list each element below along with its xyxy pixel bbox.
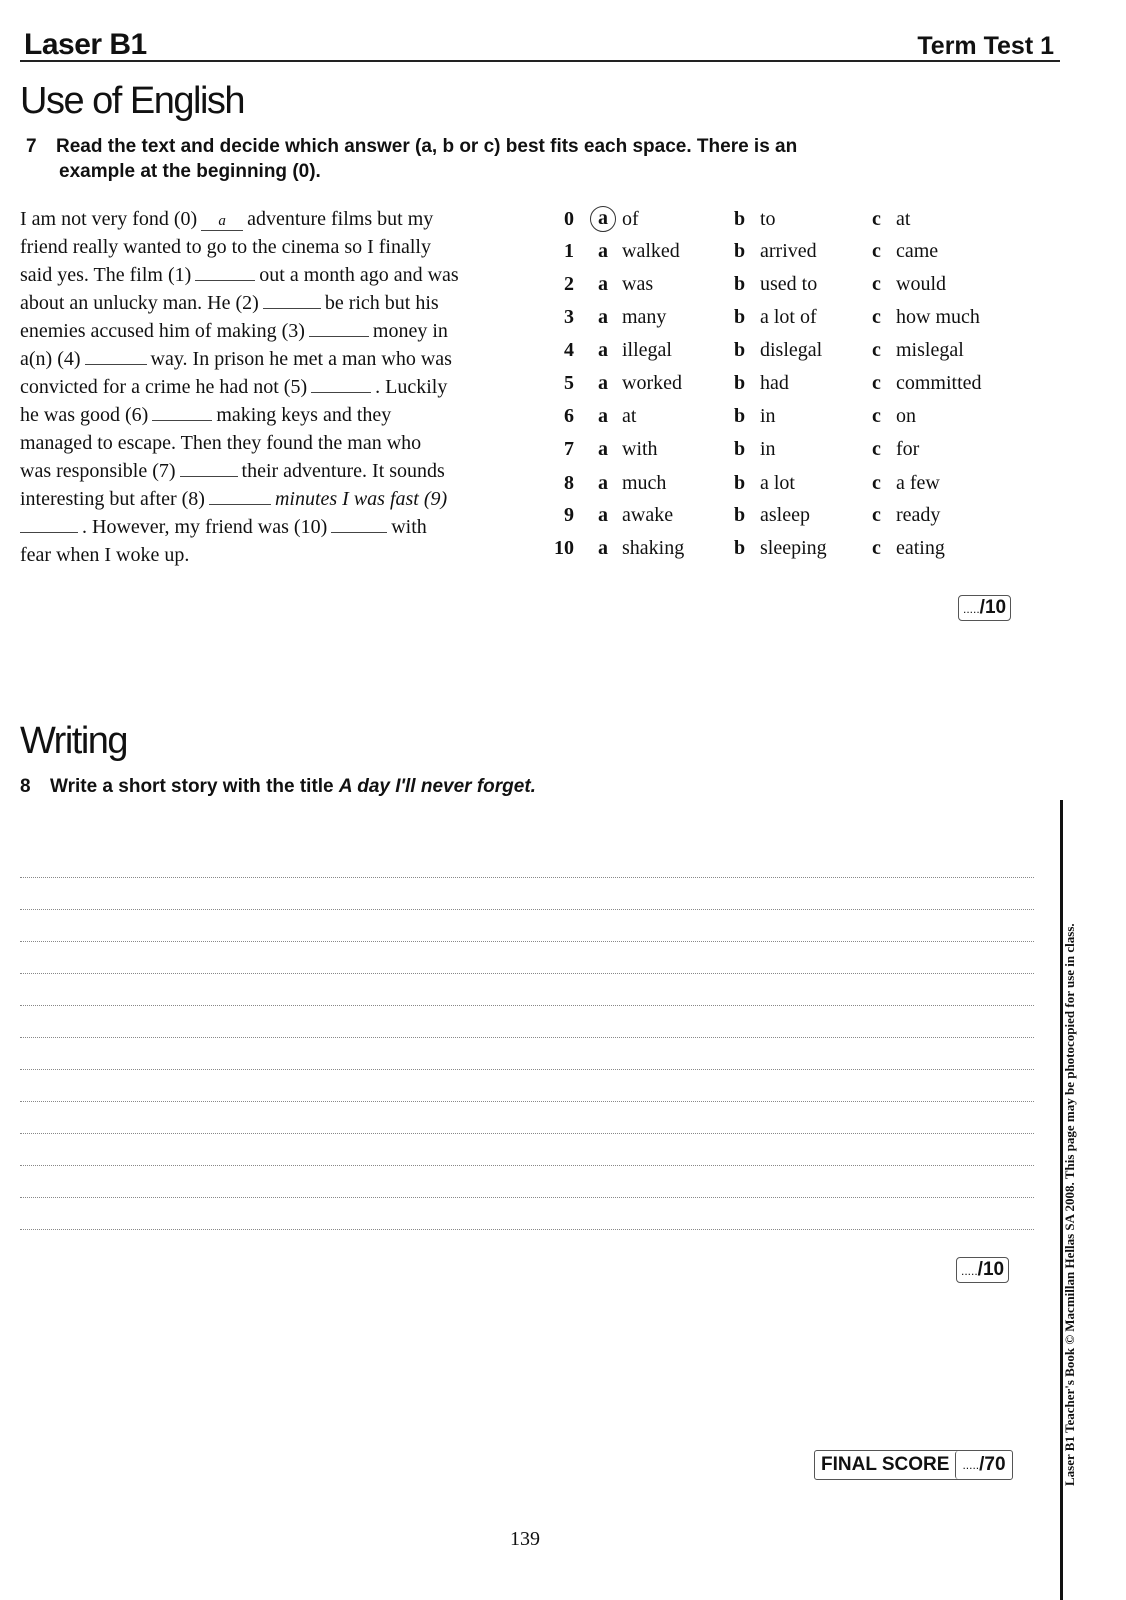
- option-c[interactable]: for: [896, 438, 920, 460]
- option-b[interactable]: asleep: [760, 504, 810, 526]
- letter-a: a: [598, 405, 608, 427]
- score-dots: .....: [961, 1264, 978, 1278]
- text-segment: be rich but his: [324, 292, 439, 314]
- text-line: [20, 320, 448, 343]
- story-title: A day I'll never forget.: [338, 776, 536, 797]
- option-c[interactable]: how much: [896, 306, 980, 328]
- writing-score-box[interactable]: [956, 1257, 1009, 1283]
- option-c[interactable]: eating: [896, 537, 945, 559]
- text-line: [20, 544, 189, 567]
- option-a[interactable]: much: [622, 472, 667, 494]
- test-title: Term Test 1: [917, 32, 1054, 60]
- option-row-4: [548, 339, 1028, 369]
- option-a[interactable]: awake: [622, 504, 674, 526]
- letter-b: b: [734, 372, 746, 394]
- option-b[interactable]: sleeping: [760, 537, 827, 559]
- final-score-total: /70: [979, 1454, 1006, 1475]
- question-number: 7: [564, 438, 574, 460]
- option-a[interactable]: at: [622, 405, 637, 427]
- letter-b: b: [734, 306, 746, 328]
- letter-b: b: [734, 339, 746, 361]
- text-segment: making keys and they: [216, 404, 392, 426]
- answer-gap-7[interactable]: [180, 460, 238, 477]
- text-segment: a(n) (4): [20, 348, 81, 370]
- question-number: 8: [564, 472, 574, 494]
- letter-b: b: [734, 405, 746, 427]
- text-line: [20, 488, 447, 511]
- text-line: [20, 292, 439, 315]
- text-segment: with: [391, 516, 427, 538]
- writing-line[interactable]: [20, 910, 1034, 942]
- final-score-dots: .....: [962, 1458, 980, 1472]
- letter-a: a: [598, 306, 608, 328]
- use-of-english-title: Use of English: [20, 80, 245, 122]
- option-c[interactable]: at: [896, 208, 911, 230]
- writing-line[interactable]: [20, 862, 1034, 878]
- option-row-1: [548, 240, 1028, 270]
- option-row-8: [548, 472, 1028, 502]
- letter-c: c: [872, 339, 881, 361]
- text-segment: interesting but after (8): [20, 488, 205, 510]
- answer-gap-4[interactable]: [85, 348, 147, 365]
- text-segment: he was good (6): [20, 404, 149, 426]
- letter-a: a: [598, 339, 608, 361]
- answer-gap-1[interactable]: [195, 264, 255, 281]
- text-segment: convicted for a crime he had not (5): [20, 376, 308, 398]
- letter-c: c: [872, 273, 881, 295]
- letter-a: a: [598, 273, 608, 295]
- letter-b: b: [734, 208, 746, 230]
- option-row-3: [548, 306, 1028, 336]
- text-segment: minutes I was fast (9): [274, 488, 448, 510]
- score-total: /10: [979, 597, 1007, 618]
- text-segment: was responsible (7): [20, 460, 176, 482]
- text-line: [20, 376, 447, 399]
- option-a[interactable]: shaking: [622, 537, 685, 559]
- writing-line[interactable]: [20, 1038, 1034, 1070]
- text-line: [20, 432, 421, 455]
- letter-b: b: [734, 240, 746, 262]
- option-b[interactable]: in: [760, 438, 776, 460]
- text-segment: adventure films but my: [247, 208, 434, 230]
- text-line: [20, 516, 427, 539]
- letter-c: c: [872, 208, 881, 230]
- exercise-8-instruction: [20, 774, 536, 799]
- letter-a: a: [598, 372, 608, 394]
- question-number: 9: [564, 504, 574, 526]
- option-row-0: [548, 208, 1028, 238]
- question-number: 4: [564, 339, 574, 361]
- letter-c: c: [872, 306, 881, 328]
- option-c[interactable]: a few: [896, 472, 940, 494]
- text-line: [20, 264, 459, 287]
- text-segment: managed to escape. Then they found the man who: [20, 432, 422, 454]
- answer-gap-8[interactable]: [209, 488, 271, 505]
- letter-c: c: [872, 405, 881, 427]
- use-of-english-score-box[interactable]: [958, 595, 1011, 621]
- text-segment: money in: [372, 320, 448, 342]
- answer-gap-5[interactable]: [311, 376, 371, 393]
- letter-b: b: [734, 472, 746, 494]
- text-segment: out a month ago and was: [259, 264, 459, 286]
- option-row-9: [548, 504, 1028, 534]
- exercise-number: 7: [26, 136, 37, 157]
- text-segment: fear when I woke up.: [20, 544, 190, 566]
- text-line: [20, 236, 431, 259]
- option-a[interactable]: of: [622, 208, 639, 230]
- book-title: Laser B1: [24, 28, 147, 61]
- option-c[interactable]: ready: [896, 504, 941, 526]
- final-score-box[interactable]: [814, 1450, 1013, 1480]
- text-segment: their adventure. It sounds: [241, 460, 445, 482]
- option-a[interactable]: many: [622, 306, 667, 328]
- letter-c: c: [872, 438, 881, 460]
- writing-line[interactable]: [20, 1166, 1034, 1198]
- question-number: 2: [564, 273, 574, 295]
- letter-c: c: [872, 504, 881, 526]
- instruction-line-1: Read the text and decide which answer (a, b or c) best fits each space. There is an: [56, 136, 798, 157]
- letter-c: c: [872, 372, 881, 394]
- option-b[interactable]: in: [760, 405, 776, 427]
- writing-line[interactable]: [20, 878, 1034, 910]
- option-a[interactable]: was: [622, 273, 654, 295]
- option-c[interactable]: mislegal: [896, 339, 964, 361]
- option-c[interactable]: came: [896, 240, 939, 262]
- instruction-text: Write a short story with the title: [50, 776, 334, 797]
- option-b[interactable]: a lot of: [760, 306, 817, 328]
- option-c[interactable]: would: [896, 273, 946, 295]
- text-line: [20, 208, 433, 231]
- text-segment: enemies accused him of making (3): [20, 320, 305, 342]
- option-row-2: [548, 273, 1028, 303]
- score-total: /10: [977, 1259, 1005, 1280]
- option-a[interactable]: worked: [622, 372, 682, 394]
- example-gap: a: [201, 213, 243, 231]
- letter-a: a: [598, 240, 608, 262]
- option-b[interactable]: arrived: [760, 240, 817, 262]
- answer-gap-9[interactable]: [20, 516, 78, 533]
- writing-line[interactable]: [20, 1070, 1034, 1102]
- answer-gap-6[interactable]: [152, 404, 212, 421]
- answer-gap-10[interactable]: [331, 516, 387, 533]
- writing-line[interactable]: [20, 942, 1034, 974]
- option-row-10: [548, 537, 1028, 567]
- letter-b: b: [734, 504, 746, 526]
- question-number: 10: [554, 537, 574, 559]
- instruction-line-2: example at the beginning (0).: [59, 161, 321, 182]
- option-b[interactable]: dislegal: [760, 339, 823, 361]
- answer-gap-2[interactable]: [263, 292, 321, 309]
- exercise-number: 8: [20, 776, 31, 797]
- writing-line[interactable]: [20, 974, 1034, 1006]
- letter-b: b: [734, 537, 746, 559]
- question-number: 5: [564, 372, 574, 394]
- letter-a: a: [598, 472, 608, 494]
- option-b[interactable]: used to: [760, 273, 818, 295]
- letter-b: b: [734, 273, 746, 295]
- letter-a: a: [598, 537, 608, 559]
- option-row-5: [548, 372, 1028, 402]
- final-score-label: FINAL SCORE: [821, 1454, 950, 1475]
- question-number: 6: [564, 405, 574, 427]
- option-a[interactable]: illegal: [622, 339, 672, 361]
- text-segment: . Luckily: [375, 376, 448, 398]
- writing-line[interactable]: [20, 1198, 1034, 1230]
- letter-a: a: [598, 504, 608, 526]
- option-b[interactable]: a lot: [760, 472, 795, 494]
- writing-line[interactable]: [20, 1102, 1034, 1134]
- circled-answer-letter: a: [590, 206, 616, 232]
- text-line: [20, 348, 452, 371]
- option-c[interactable]: on: [896, 405, 916, 427]
- text-segment: friend really wanted to go to the cinema so I finally: [20, 236, 431, 258]
- question-number: 0: [564, 208, 574, 230]
- question-number: 3: [564, 306, 574, 328]
- text-line: [20, 460, 445, 483]
- page-number: 139: [510, 1528, 540, 1550]
- option-b[interactable]: to: [760, 208, 776, 230]
- option-row-6: [548, 405, 1028, 435]
- text-line: [20, 404, 391, 427]
- letter-c: c: [872, 472, 881, 494]
- text-segment: about an unlucky man. He (2): [20, 292, 259, 314]
- writing-line[interactable]: [20, 1134, 1034, 1166]
- option-a[interactable]: walked: [622, 240, 680, 262]
- text-segment: said yes. The film (1): [20, 264, 192, 286]
- question-number: 1: [564, 240, 574, 262]
- page-header: [20, 28, 1060, 62]
- final-score-field[interactable]: [955, 1451, 1011, 1479]
- text-segment: I am not very fond (0): [20, 208, 198, 230]
- text-segment: . However, my friend was (10): [82, 516, 328, 538]
- exercise-7-instruction: [26, 134, 797, 184]
- answer-gap-3[interactable]: [309, 320, 369, 337]
- option-row-7: [548, 438, 1028, 468]
- option-c[interactable]: committed: [896, 372, 982, 394]
- score-dots: .....: [963, 602, 980, 616]
- letter-b: b: [734, 438, 746, 460]
- writing-line[interactable]: [20, 1006, 1034, 1038]
- letter-c: c: [872, 240, 881, 262]
- letter-c: c: [872, 537, 881, 559]
- writing-title: Writing: [20, 720, 128, 762]
- letter-a: a: [598, 438, 608, 460]
- text-segment: way. In prison he met a man who was: [150, 348, 452, 370]
- writing-lines[interactable]: [20, 862, 1034, 1230]
- option-a[interactable]: with: [622, 438, 658, 460]
- copyright-notice: Laser B1 Teacher's Book © Macmillan Hellas SA 2008. This page may be photocopied for use in class.: [1062, 923, 1077, 1486]
- option-b[interactable]: had: [760, 372, 789, 394]
